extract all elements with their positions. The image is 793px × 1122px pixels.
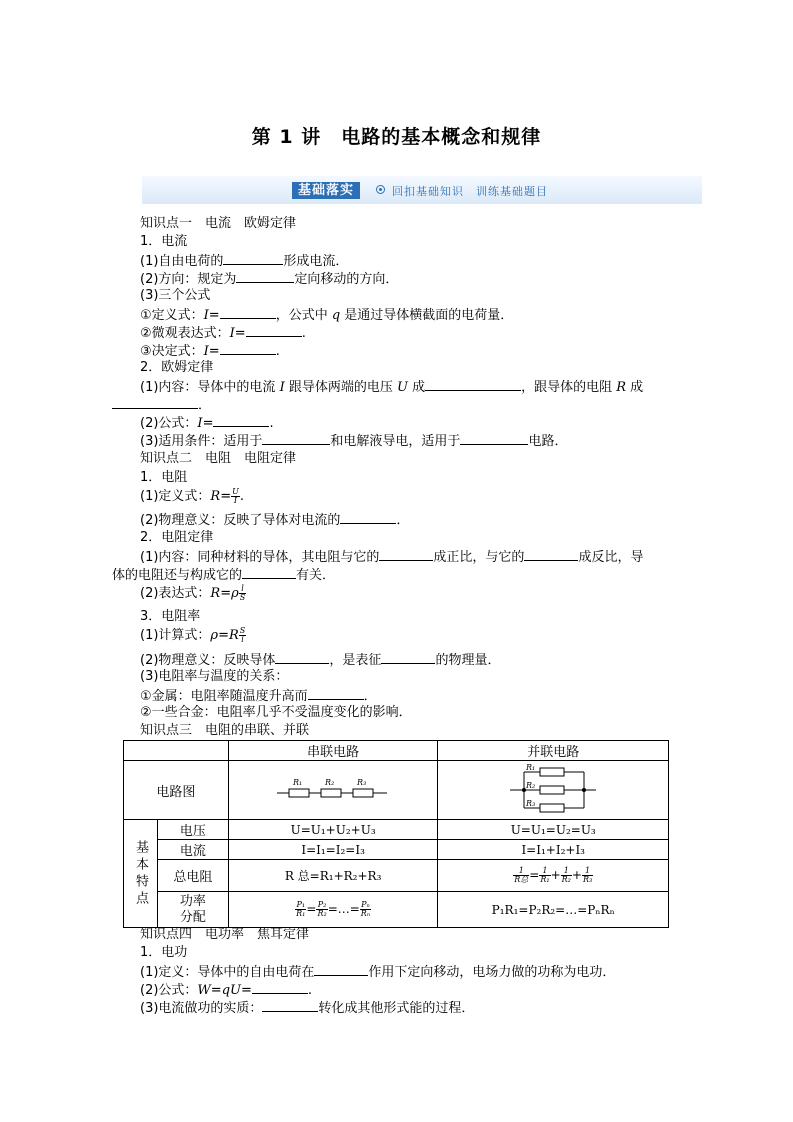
series-circuit-svg [273, 773, 393, 803]
row-label-voltage: 电压 [157, 820, 228, 840]
banner-subtitle: 回扣基础知识 训练基础题目 [392, 185, 548, 198]
answer-blank [381, 651, 435, 664]
answer-blank [262, 432, 330, 445]
series-power: $\frac{\text{P₁}}{\text{R₁}}$ = $\frac{\text{P₂}}{\text{R₂}}$ =…= $\frac{\text{Pₙ}}{\text{Rₙ}}$ [228, 892, 438, 928]
series-total-resistance: R 总=R₁+R₂+R₃ [228, 860, 438, 892]
answer-blank [220, 306, 276, 319]
k1-s2: 2．欧姆定律 [140, 360, 214, 375]
section-banner [142, 176, 702, 204]
svg-text:R₂: R₂ [325, 778, 335, 787]
series-current: I=I₁=I₂=I₃ [228, 840, 438, 860]
k2-s3: 3．电阻率 [140, 609, 201, 624]
k1-line2: (2)方向：规定为 定向移动的方向． [140, 272, 399, 287]
series-circuit-diagram [228, 761, 438, 820]
svg-text:R₂: R₂ [526, 781, 536, 790]
table-header-parallel: 并联电路 [438, 741, 669, 761]
k2-line10: ②一些合金：电阻率几乎不受温度变化的影响． [140, 705, 412, 720]
svg-text:R₁: R₁ [526, 763, 536, 772]
row-label-total-resistance: 总电阻 [157, 860, 228, 892]
svg-text:R₁: R₁ [293, 778, 303, 787]
table-header-series: 串联电路 [228, 741, 438, 761]
answer-blank [236, 270, 294, 283]
parallel-circuit-diagram [438, 761, 669, 820]
k2-line4: 体的电阻还与构成它的 有关． [112, 568, 336, 583]
parallel-voltage: U=U₁=U₂=U₃ [438, 820, 669, 840]
answer-blank [220, 342, 276, 355]
answer-blank [460, 432, 528, 445]
row-label-current: 电流 [157, 840, 228, 860]
answer-blank [213, 414, 269, 427]
k1-line3: (3)三个公式 [140, 288, 211, 303]
answer-blank [524, 548, 578, 561]
k2-line9: ①金属：电阻率随温度升高而 ． [140, 689, 377, 704]
k1-s1: 1．电流 [140, 234, 188, 249]
k1-line4: ①定义式：I= ，公式中 q 是通过导体横截面的电荷量． [140, 308, 514, 323]
k2-s1: 1．电阻 [140, 470, 188, 485]
fraction: $\frac{U}{I}$ [232, 487, 239, 505]
parallel-circuit-svg [508, 762, 598, 814]
banner-tag: 基础落实 [292, 182, 360, 199]
k1-line6: ③决定式：I= . [140, 344, 280, 359]
k1-line1: (1)自由电荷的 形成电流． [140, 254, 349, 269]
answer-blank [314, 963, 368, 976]
fraction: $\frac{l}{S}$ [239, 584, 246, 602]
k2-line7: (2)物理意义：反映导体 ，是表征 的物理量． [140, 653, 501, 668]
series-voltage: U=U₁+U₂+U₃ [228, 820, 438, 840]
answer-blank [112, 396, 198, 409]
answer-blank [246, 324, 302, 337]
k4-line1: (1)定义：导体中的自由电荷在 作用下定向移动，电场力做的功称为电功． [140, 965, 616, 980]
fraction: $\frac{S}{l}$ [239, 626, 246, 644]
table-header-blank [124, 741, 229, 761]
k2-line3: (1)内容：同种材料的导体，其电阻与它的 成正比，与它的 成反比，导 [140, 550, 644, 565]
answer-blank [242, 566, 296, 579]
circle-dot-icon [376, 185, 385, 194]
answer-blank [308, 687, 364, 700]
svg-text:R₃: R₃ [526, 799, 536, 808]
k2-line8: (3)电阻率与温度的关系： [140, 669, 289, 684]
k1-line5: ②微观表达式：I= . [140, 326, 306, 341]
answer-blank [340, 511, 396, 524]
answer-blank [223, 252, 283, 265]
k1-heading: 知识点一 电流 欧姆定律 [140, 216, 297, 231]
k1-line7: (1)内容：导体中的电流 I 跟导体两端的电压 U 成 ，跟导体的电阻 R 成 [140, 380, 644, 395]
k2-line1: (1)定义式：R= $\frac{U}{I}$ . [140, 487, 245, 505]
k1-line9: (2)公式：I= . [140, 416, 274, 431]
page-title: 第 1 讲 电路的基本概念和规律 [251, 126, 542, 148]
row-label-circuit: 电路图 [124, 761, 229, 820]
row-label-power: 功率分配 [157, 892, 228, 928]
k4-line3: (3)电流做功的实质： 转化成其他形式能的过程． [140, 1001, 475, 1016]
k4-heading: 知识点四 电功率 焦耳定律 [140, 927, 310, 942]
k1-line10: (3)适用条件：适用于 和电解液导电，适用于 电路． [140, 434, 568, 449]
k2-line5: (2)表达式：R=ρ $\frac{l}{S}$ [140, 584, 246, 602]
k2-heading: 知识点二 电阻 电阻定律 [140, 451, 297, 466]
series-parallel-table [123, 740, 669, 928]
answer-blank [275, 651, 329, 664]
parallel-total-resistance: $\frac{1}{\text{R总}}$ = $\frac{1}{\text{R₁}}$ + $\frac{1}{\text{R₂}}$ + $\frac{1}{\text{R₃}}$ [438, 860, 669, 892]
k4-s1: 1．电功 [140, 945, 188, 960]
k2-s2: 2．电阻定律 [140, 530, 214, 545]
answer-blank [262, 999, 318, 1012]
k1-line8: ． [112, 396, 697, 414]
k2-line2: (2)物理意义：反映了导体对电流的 ． [140, 513, 410, 528]
parallel-power: P₁R₁=P₂R₂=…=PₙRₙ [438, 892, 669, 928]
k4-line2: (2)公式：W=qU= . [140, 983, 313, 998]
svg-text:R₃: R₃ [357, 778, 367, 787]
answer-blank [425, 378, 521, 391]
k3-heading: 知识点三 电阻的串联、并联 [140, 723, 310, 738]
answer-blank [379, 548, 433, 561]
k2-line6: (1)计算式：ρ=R $\frac{S}{l}$ [140, 626, 246, 644]
group-label: 基本特点 [124, 820, 158, 928]
answer-blank [252, 981, 308, 994]
parallel-current: I=I₁+I₂+I₃ [438, 840, 669, 860]
